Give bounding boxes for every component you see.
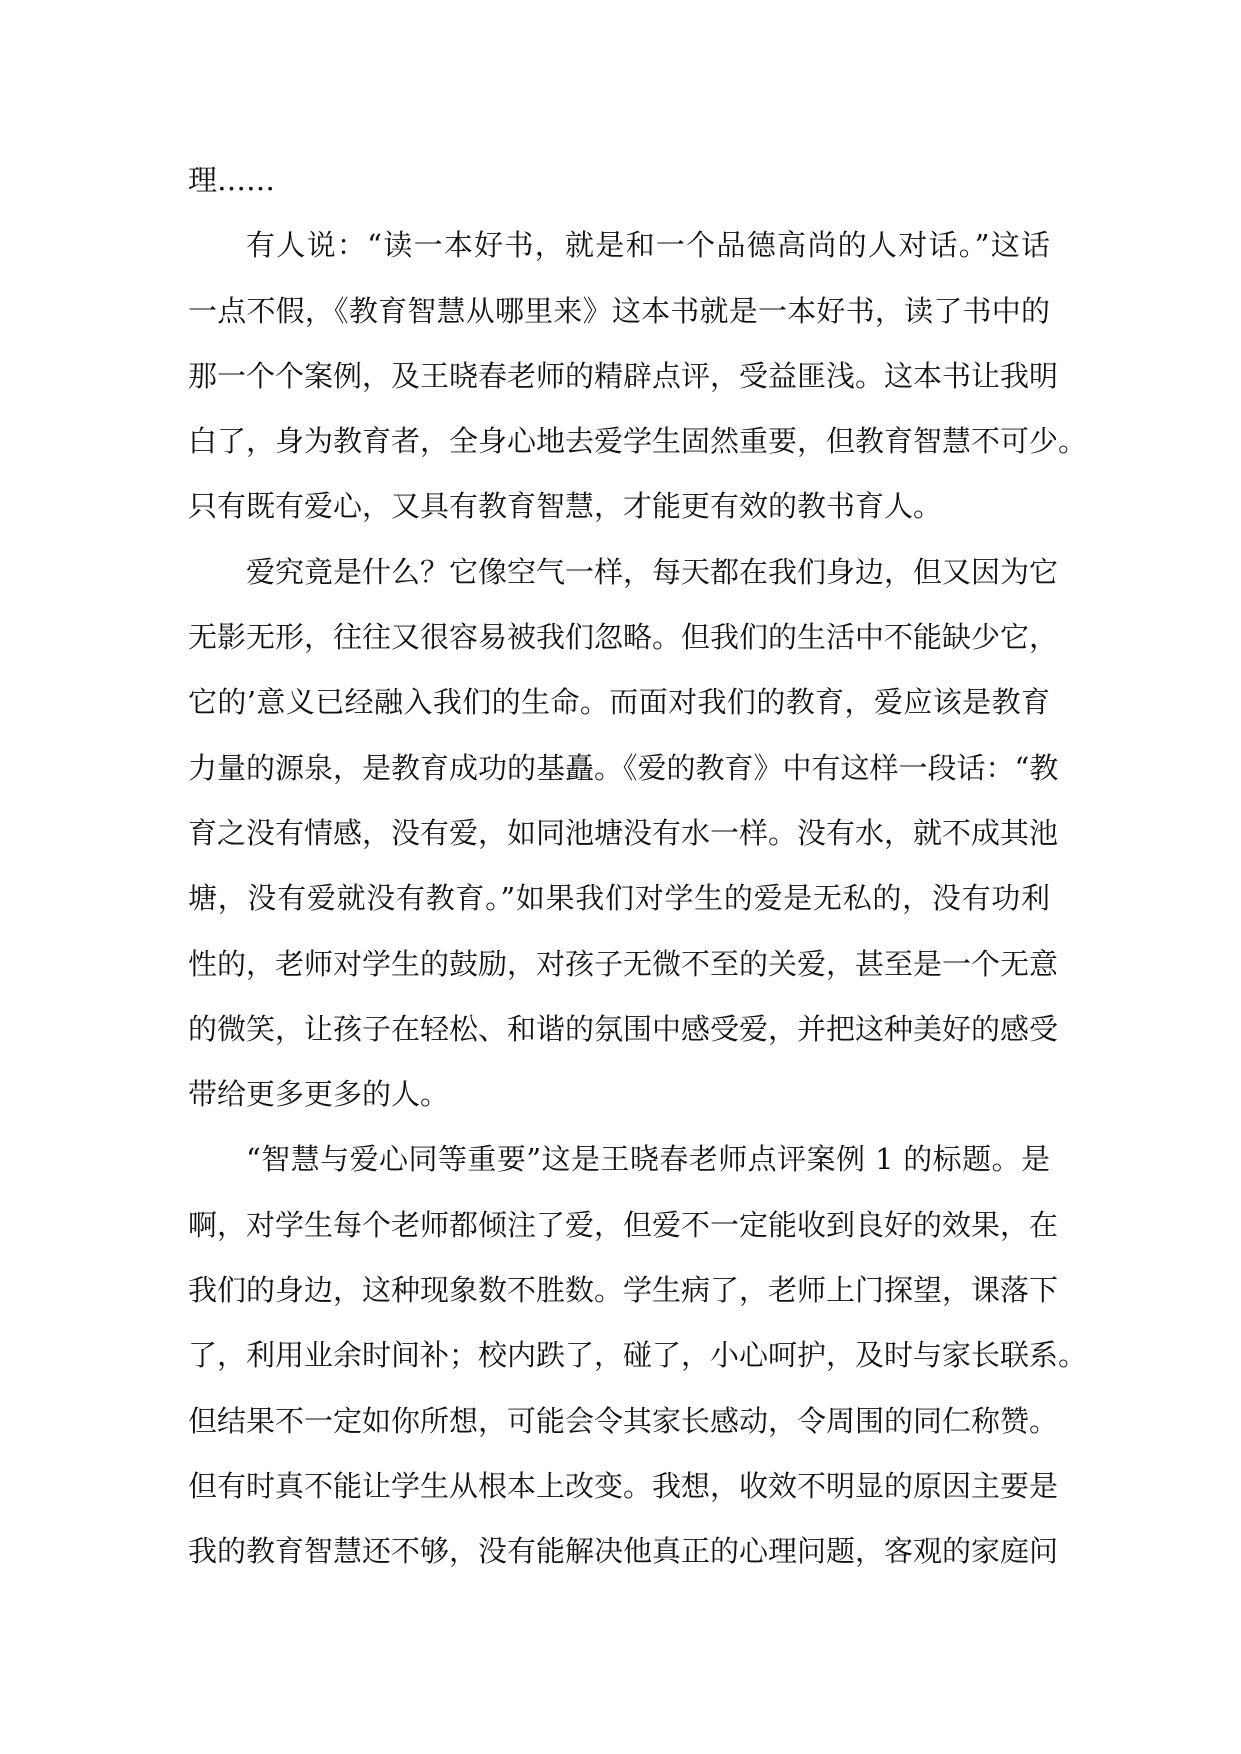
text-line: 我们的身边，这种现象数不胜数。学生病了，老师上门探望，课落下 xyxy=(188,1273,1059,1308)
text-line: 力量的源泉，是教育成功的基矗。《爱的教育》中有这样一段话：“教 xyxy=(188,750,1059,785)
paragraph-first-line: 有人说：“读一本好书，就是和一个品德高尚的人对话。”这话 xyxy=(246,228,1050,263)
text-line: 的微笑，让孩子在轻松、和谐的氛围中感受爱，并把这种美好的感受 xyxy=(188,1011,1059,1046)
text-line: 白了，身为教育者，全身心地去爱学生固然重要，但教育智慧不可少。 xyxy=(188,424,1088,459)
document-body xyxy=(188,148,1088,1585)
text-line: 育之没有情感，没有爱，如同池塘没有水一样。没有水，就不成其池 xyxy=(188,815,1059,850)
text-line: 一点不假，《教育智慧从哪里来》这本书就是一本好书，读了书中的 xyxy=(188,293,1050,328)
text-line: 理…… xyxy=(188,163,276,197)
text-line: 我的教育智慧还不够，没有能解决他真正的心理问题，客观的家庭问 xyxy=(188,1534,1059,1569)
paragraph-last-line: 只有既有爱心，又具有教育智慧，才能更有效的教书育人。 xyxy=(188,489,943,524)
text-line: 但有时真不能让学生从根本上改变。我想，收效不明显的原因主要是 xyxy=(188,1468,1059,1503)
text-line: 那一个个案例，及王晓春老师的精辟点评，受益匪浅。这本书让我明 xyxy=(188,358,1059,393)
text-line: 它的’意义已经融入我们的生命。而面对我们的教育，爱应该是教育 xyxy=(188,685,1050,720)
text-line: 啊，对学生每个老师都倾注了爱，但爱不一定能收到良好的效果，在 xyxy=(188,1207,1059,1242)
paragraph-last-line: 带给更多更多的人。 xyxy=(188,1077,450,1112)
paragraph-first-line: 爱究竟是什么？它像空气一样，每天都在我们身边，但又因为它 xyxy=(246,554,1059,589)
text-line: 塘，没有爱就没有教育。”如果我们对学生的爱是无私的，没有功利 xyxy=(188,881,1050,916)
text-line: 无影无形，往往又很容易被我们忽略。但我们的生活中不能缺少它， xyxy=(188,620,1059,655)
paragraph-first-line: “智慧与爱心同等重要”这是王晓春老师点评案例 1 的标题。是 xyxy=(246,1142,1050,1177)
text-line: 了，利用业余时间补；校内跌了，碰了，小心呵护，及时与家长联系。 xyxy=(188,1338,1088,1373)
text-line: 但结果不一定如你所想，可能会令其家长感动，令周围的同仁称赞。 xyxy=(188,1403,1059,1438)
text-line: 性的，老师对学生的鼓励，对孩子无微不至的关爱，甚至是一个无意 xyxy=(188,946,1059,981)
